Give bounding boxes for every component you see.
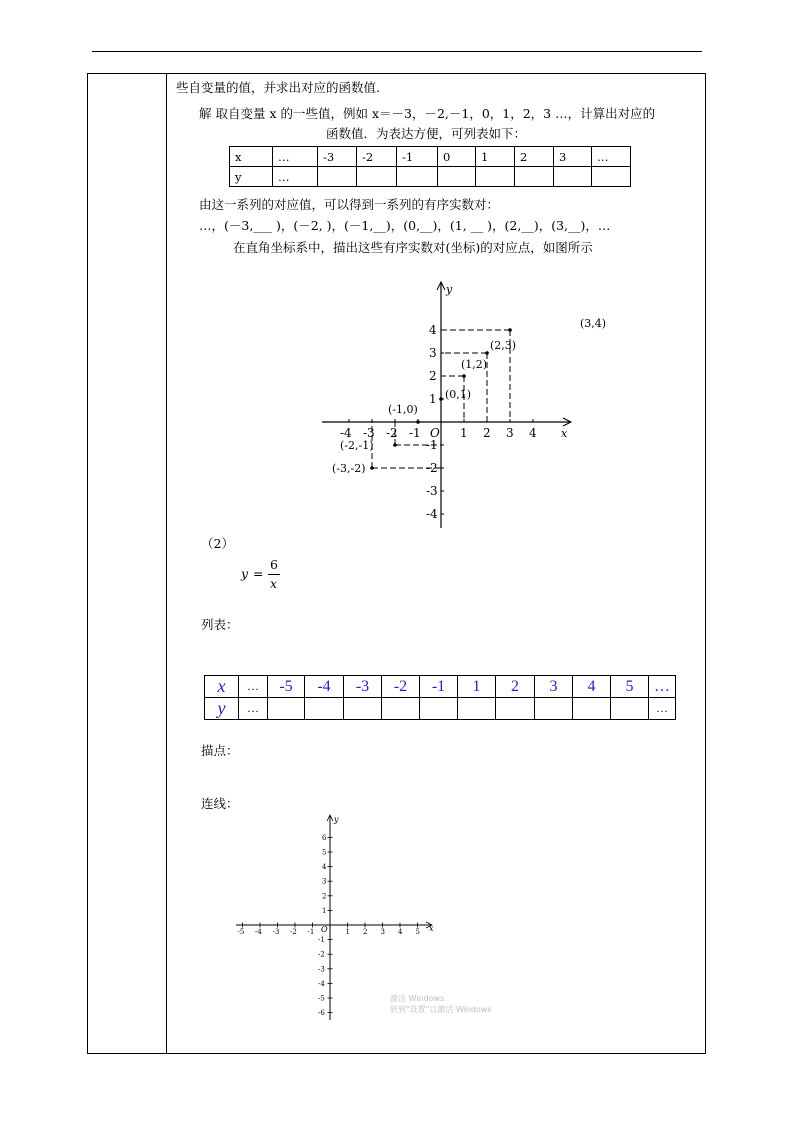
x-tick-label: 1 [345,928,350,936]
point-label: (3,4) [580,317,607,330]
table-cell: -1 [397,147,438,167]
y-tick-label: -4 [318,979,325,988]
y-tick-label: 2 [322,892,327,901]
part-2-label: （2） [201,536,234,551]
y-tick-label: -3 [426,484,438,498]
x-tick-label: 5 [415,928,420,936]
point-label: (2,3) [490,339,517,352]
windows-activation-watermark [390,993,492,1015]
table-cell: -4 [305,676,344,698]
table-cell: 2 [515,147,554,167]
table-cell: -2 [382,676,420,698]
point-label: (1,2) [461,358,488,371]
x-tick-label: 3 [506,426,514,440]
text-line-5: …，(－3,___ )，(－2, )，(－1,__)，(0,__)，(1, __ )，(2,__)，(3,__)，… [199,218,611,233]
text-line-1: 些自变量的值，并求出对应的函数值. [176,80,380,95]
text-line-4: 由这一系列的对应值，可以得到一系列的有序实数对： [199,197,500,212]
y-tick-label: -5 [318,994,325,1003]
list-label: 列表： [201,617,239,632]
x-tick-label: 4 [529,426,537,440]
table-cell: 1 [476,147,515,167]
table-cell: x [205,676,239,698]
x-tick-label: -2 [290,928,297,936]
connect-label: 连线： [201,796,239,811]
x-tick-label: 1 [460,426,468,440]
table-cell: 2 [496,676,535,698]
origin-label: O [430,426,440,440]
x-tick-label: -3 [272,928,280,936]
table-cell: 3 [535,676,573,698]
y-tick-label: -6 [318,1009,325,1018]
x-tick-label: -5 [237,928,245,936]
y-tick-label: 2 [429,369,437,383]
y-axis-label: y [446,283,453,296]
x-tick-label: 3 [380,928,385,936]
table-cell: -1 [420,676,458,698]
table-cell: … [592,147,631,167]
y-tick-label: 4 [429,323,437,337]
point-label: (-2,-1) [340,439,374,452]
y-tick-label: -3 [318,965,325,974]
table-cell: -3 [318,147,357,167]
table-cell: x [230,147,273,167]
table-cell: 5 [611,676,649,698]
table-cell: 3 [554,147,592,167]
table-cell: … [239,676,268,698]
y-tick-label: -2 [426,461,438,475]
text-line-3: 函数值．为表达方便，可列表如下： [326,126,527,141]
y-tick-label: -1 [426,438,438,452]
y-tick-label: -2 [318,950,325,959]
x-axis-label: x [429,924,434,933]
x-tick-label: -2 [386,426,398,440]
x-tick-label: -3 [363,426,375,440]
table-cell: 0 [438,147,476,167]
table-cell: … [239,698,268,720]
y-tick-label: 5 [322,848,327,857]
x-tick-label: -4 [340,426,352,440]
y-tick-label: 1 [429,392,437,406]
y-tick-label: 6 [322,833,327,842]
point-label: (-3,-2) [332,462,366,475]
x-tick-label: 2 [363,928,368,936]
table-cell: y [205,698,239,720]
table-cell: -2 [357,147,397,167]
x-tick-label: 4 [398,928,403,936]
text-line-6: 在直角坐标系中，描出这些有序实数对(坐标)的对应点，如图所示 [233,240,593,255]
y-tick-label: -1 [318,936,325,945]
y-axis-label: y [334,815,339,824]
origin-label: O [321,925,328,934]
x-axis-label: x [561,427,568,440]
plot-label: 描点： [201,743,239,758]
y-tick-label: 3 [429,346,437,360]
formula-equals: = [253,566,264,581]
x-tick-label: 2 [483,426,491,440]
table-cell: … [273,167,318,187]
formula-numerator: 6 [270,557,278,572]
table-cell: -5 [268,676,305,698]
x-tick-label: -1 [409,426,421,440]
point-label: (-1,0) [388,403,418,416]
table-cell: 4 [573,676,611,698]
table-cell: -3 [344,676,382,698]
table-cell: 1 [458,676,496,698]
text-line-2: 解 取自变量 x 的一些值，例如 x＝－3，－2,－1，0，1，2，3 …，计算出对应的 [199,106,656,121]
y-tick-label: 3 [322,877,327,886]
y-tick-label: 1 [322,906,327,915]
point-label: (0,1) [445,388,472,401]
formula-y: y [241,566,249,581]
table-cell: y [230,167,273,187]
y-tick-label: -4 [426,507,438,521]
table-cell: … [649,676,676,698]
y-tick-label: 4 [322,863,327,872]
table-cell: … [649,698,676,720]
watermark-line-2: 转到"设置"以激活 Windows [390,1005,492,1014]
x-tick-label: -1 [307,928,315,936]
watermark-line-1: 激活 Windows [390,994,445,1003]
table-cell: … [273,147,318,167]
formula-denominator: x [270,576,278,591]
x-tick-label: -4 [255,928,262,936]
